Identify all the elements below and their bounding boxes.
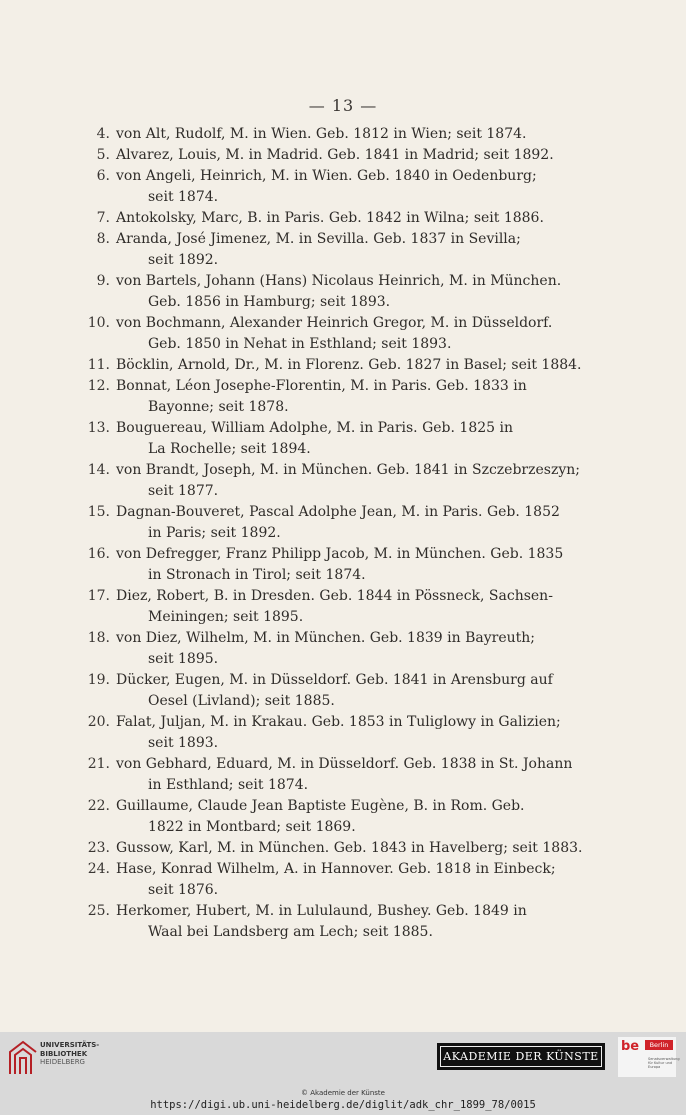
entry-continuation: 1822 in Montbard; seit 1869. bbox=[148, 819, 356, 835]
entry-text: Aranda, José Jimenez, M. in Sevilla. Geb. 1837 in Sevilla; bbox=[116, 231, 521, 247]
entry-text: von Bartels, Johann (Hans) Nicolaus Heinrich, M. in München. bbox=[116, 273, 562, 289]
entry-text: Hase, Konrad Wilhelm, A. in Hannover. Geb. 1818 in Einbeck; bbox=[116, 861, 556, 877]
entry-continuation: Bayonne; seit 1878. bbox=[148, 399, 289, 415]
entry-number: 4. bbox=[96, 126, 110, 142]
list-item bbox=[82, 754, 582, 796]
list-item bbox=[82, 796, 582, 838]
entry-number: 20. bbox=[87, 714, 110, 730]
list-item bbox=[82, 901, 582, 943]
list-item bbox=[82, 502, 582, 544]
entry-text: Antokolsky, Marc, B. in Paris. Geb. 1842 in Wilna; seit 1886. bbox=[116, 210, 544, 226]
entry-number: 22. bbox=[87, 798, 110, 814]
entry-number: 13. bbox=[87, 420, 110, 436]
entry-number: 7. bbox=[96, 210, 110, 226]
entry-number: 6. bbox=[96, 168, 110, 184]
entry-continuation: Waal bei Landsberg am Lech; seit 1885. bbox=[148, 924, 433, 940]
entry-continuation: seit 1877. bbox=[148, 483, 219, 499]
list-item bbox=[82, 628, 582, 670]
entry-text: von Defregger, Franz Philipp Jacob, M. in München. Geb. 1835 bbox=[116, 546, 564, 562]
entry-number: 12. bbox=[87, 378, 110, 394]
entry-text: Gussow, Karl, M. in München. Geb. 1843 in Havelberg; seit 1883. bbox=[116, 840, 583, 856]
list-item bbox=[82, 208, 582, 229]
entry-text: Diez, Robert, B. in Dresden. Geb. 1844 in Pössneck, Sachsen- bbox=[116, 588, 553, 604]
list-item bbox=[82, 166, 582, 208]
entry-number: 17. bbox=[87, 588, 110, 604]
list-item bbox=[82, 460, 582, 502]
list-item bbox=[82, 418, 582, 460]
list-item bbox=[82, 712, 582, 754]
entry-continuation: seit 1876. bbox=[148, 882, 219, 898]
entry-number: 14. bbox=[87, 462, 110, 478]
entry-number: 8. bbox=[96, 231, 110, 247]
entry-text: Bouguereau, William Adolphe, M. in Paris. Geb. 1825 in bbox=[116, 420, 513, 436]
entry-continuation: La Rochelle; seit 1894. bbox=[148, 441, 311, 457]
list-item bbox=[82, 271, 582, 313]
page-number: — 13 — bbox=[308, 96, 378, 115]
entry-text: von Bochmann, Alexander Heinrich Gregor, M. in Düsseldorf. bbox=[116, 315, 553, 331]
entry-text: Guillaume, Claude Jean Baptiste Eugène, B. in Rom. Geb. bbox=[116, 798, 525, 814]
entry-text: von Alt, Rudolf, M. in Wien. Geb. 1812 in Wien; seit 1874. bbox=[116, 126, 527, 142]
akademie-logo-button[interactable] bbox=[437, 1043, 605, 1070]
entry-text: von Angeli, Heinrich, M. in Wien. Geb. 1840 in Oedenburg; bbox=[116, 168, 537, 184]
list-item bbox=[82, 313, 582, 355]
entry-number: 10. bbox=[87, 315, 110, 331]
entry-continuation: Oesel (Livland); seit 1885. bbox=[148, 693, 335, 709]
entry-continuation: seit 1874. bbox=[148, 189, 219, 205]
library-line: HEIDELBERG bbox=[40, 1058, 85, 1066]
entry-text: Dagnan-Bouveret, Pascal Adolphe Jean, M. in Paris. Geb. 1852 bbox=[116, 504, 560, 520]
entry-text: von Gebhard, Eduard, M. in Düsseldorf. Geb. 1838 in St. Johann bbox=[116, 756, 573, 772]
entry-continuation: seit 1893. bbox=[148, 735, 219, 751]
entry-continuation: Geb. 1856 in Hamburg; seit 1893. bbox=[148, 294, 391, 310]
akademie-logo-label: AKADEMIE DER KÜNSTE bbox=[440, 1046, 602, 1067]
berlin-logo-tag: Berlin bbox=[645, 1040, 673, 1050]
entry-number: 23. bbox=[87, 840, 110, 856]
list-item bbox=[82, 124, 582, 145]
entry-continuation: in Stronach in Tirol; seit 1874. bbox=[148, 567, 366, 583]
entry-text: von Brandt, Joseph, M. in München. Geb. 1841 in Szczebrzeszyn; bbox=[116, 462, 580, 478]
list-item bbox=[82, 145, 582, 166]
list-item bbox=[82, 376, 582, 418]
entry-number: 9. bbox=[96, 273, 110, 289]
list-item bbox=[82, 586, 582, 628]
entry-text: Falat, Juljan, M. in Krakau. Geb. 1853 in Tuliglowy in Galizien; bbox=[116, 714, 561, 730]
library-name[interactable] bbox=[40, 1041, 99, 1067]
heidelberg-library-logo-icon[interactable] bbox=[8, 1040, 38, 1076]
entry-text: Alvarez, Louis, M. in Madrid. Geb. 1841 in Madrid; seit 1892. bbox=[116, 147, 554, 163]
list-item bbox=[82, 229, 582, 271]
entry-number: 5. bbox=[96, 147, 110, 163]
entry-continuation: in Esthland; seit 1874. bbox=[148, 777, 309, 793]
entry-number: 11. bbox=[87, 357, 110, 373]
member-list bbox=[82, 124, 582, 943]
library-line: UNIVERSITÄTS- bbox=[40, 1041, 100, 1049]
entry-number: 21. bbox=[87, 756, 110, 772]
entry-continuation: seit 1895. bbox=[148, 651, 219, 667]
entry-text: Bonnat, Léon Josephe-Florentin, M. in Paris. Geb. 1833 in bbox=[116, 378, 527, 394]
entry-number: 25. bbox=[87, 903, 110, 919]
berlin-logo-prefix: be bbox=[621, 1039, 640, 1054]
list-item bbox=[82, 544, 582, 586]
berlin-senate-logo[interactable] bbox=[618, 1037, 680, 1077]
entry-number: 16. bbox=[87, 546, 110, 562]
entry-number: 24. bbox=[87, 861, 110, 877]
entry-text: Herkomer, Hubert, M. in Lululaund, Bushey. Geb. 1849 in bbox=[116, 903, 527, 919]
entry-text: Dücker, Eugen, M. in Düsseldorf. Geb. 1841 in Arensburg auf bbox=[116, 672, 553, 688]
list-item bbox=[82, 670, 582, 712]
entry-continuation: Meiningen; seit 1895. bbox=[148, 609, 304, 625]
list-item bbox=[82, 355, 582, 376]
library-line: BIBLIOTHEK bbox=[40, 1049, 88, 1058]
entry-number: 15. bbox=[87, 504, 110, 520]
entry-continuation: in Paris; seit 1892. bbox=[148, 525, 281, 541]
list-item bbox=[82, 838, 582, 859]
entry-continuation: Geb. 1850 in Nehat in Esthland; seit 1893. bbox=[148, 336, 452, 352]
copyright-text: © Akademie der Künste bbox=[301, 1089, 385, 1097]
list-item bbox=[82, 859, 582, 901]
entry-number: 19. bbox=[87, 672, 110, 688]
entry-continuation: seit 1892. bbox=[148, 252, 219, 268]
entry-number: 18. bbox=[87, 630, 110, 646]
source-url-link[interactable]: https://digi.ub.uni-heidelberg.de/diglit/adk_chr_1899_78/0015 bbox=[150, 1099, 536, 1111]
berlin-logo-subtitle: Senatsverwaltung für Kultur und Europa bbox=[648, 1057, 680, 1070]
entry-text: Böcklin, Arnold, Dr., M. in Florenz. Geb. 1827 in Basel; seit 1884. bbox=[116, 357, 582, 373]
entry-text: von Diez, Wilhelm, M. in München. Geb. 1839 in Bayreuth; bbox=[116, 630, 535, 646]
